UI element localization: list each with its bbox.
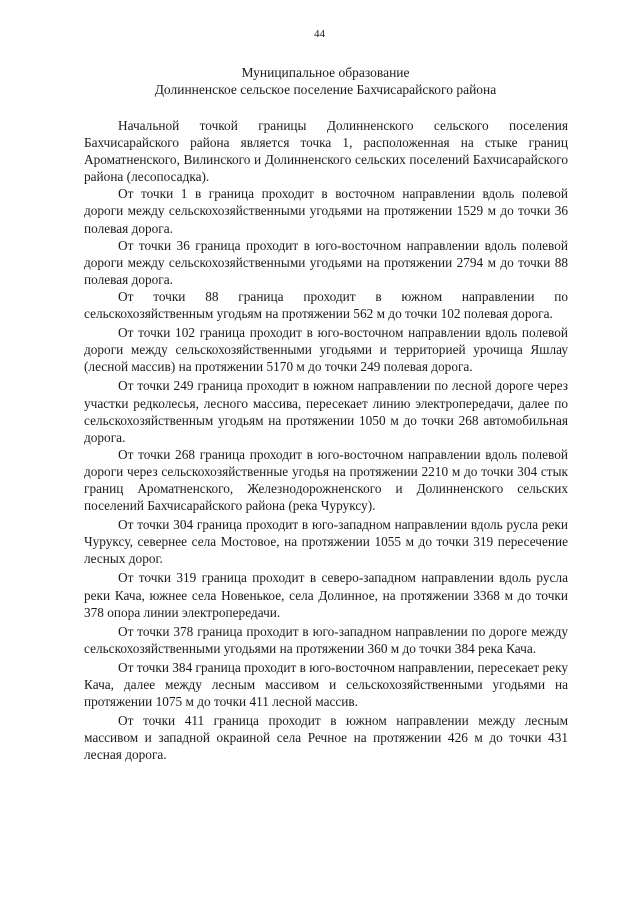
boundary-description [84,117,568,763]
paragraph: От точки 1 в граница проходит в восточном направлении вдоль полевой дороги между сельскохозяйственными угодьями на протяжении 1529 м до точки 36 полевая дорога. [84,186,568,236]
paragraph: От точки 384 граница проходит в юго-восточном направлении, пересекает реку Кача, далее между лесным массивом и сельскохозяйственными угодьями на протяжении 1075 м до точки 411 лесной массив. [84,659,568,710]
paragraph: От точки 378 граница проходит в юго-западном направлении по дороге между сельскохозяйственными угодьями на протяжении 360 м до точки 384 река Кача. [84,623,568,656]
paragraph: Начальной точкой границы Долинненского сельского поселения Бахчисарайского района является точка 1, расположенная на стыке границ Ароматненского, Вилинского и Долинненского сельских поселений Бахчисарайского района (лесопосадка). [84,118,568,185]
paragraph: От точки 319 граница проходит в северо-западном направлении вдоль русла реки Кача, южнее села Новенькое, села Долинное, на протяжении 3368 м до точки 378 опора линии электропередачи. [84,570,568,620]
paragraph: От точки 268 граница проходит в юго-восточном направлении вдоль полевой дороги через сельскохозяйственные угодья на протяжении 2210 м до точки 304 стык границ Ароматненского, Железнодорожненского и Долинненского сельских поселений Бахчисарайского района (река Чуруксу). [84,446,568,514]
document-heading [40,64,611,98]
paragraph: От точки 102 граница проходит в юго-восточном направлении вдоль полевой дороги между сельскохозяйственными угодьями и территорией урочища Яшлау (лесной массив) на протяжении 5170 м до точки 249 полевая дорога. [84,325,568,375]
heading-line-1: Муниципальное образование [241,65,410,80]
page-number: 44 [314,28,325,40]
paragraph: От точки 36 граница проходит в юго-восточном направлении вдоль полевой дороги между сельскохозяйственными угодьями на протяжении 2794 м до точки 88 полевая дорога. [84,237,568,287]
heading-line-2: Долинненское сельское поселение Бахчисарайского района [154,82,497,97]
paragraph: От точки 88 граница проходит в южном направлении по сельскохозяйственным угодьям на протяжении 562 м до точки 102 полевая дорога. [84,288,568,322]
paragraph: От точки 249 граница проходит в южном направлении по лесной дороге через участки редколесья, лесного массива, пересекает линию электропередачи, далее по сельскохозяйственным угодьям на протяжении 1050 м до точки 268 автомобильная дорога. [84,378,568,445]
paragraph: От точки 411 граница проходит в южном направлении между лесным массивом и западной окраиной села Речное на протяжении 426 м до точки 431 лесная дорога. [84,713,568,763]
paragraph: От точки 304 граница проходит в юго-западном направлении вдоль русла реки Чуруксу, севернее села Мостовое, на протяжении 1055 м до точки 319 пересечение лесных дорог. [84,517,568,567]
